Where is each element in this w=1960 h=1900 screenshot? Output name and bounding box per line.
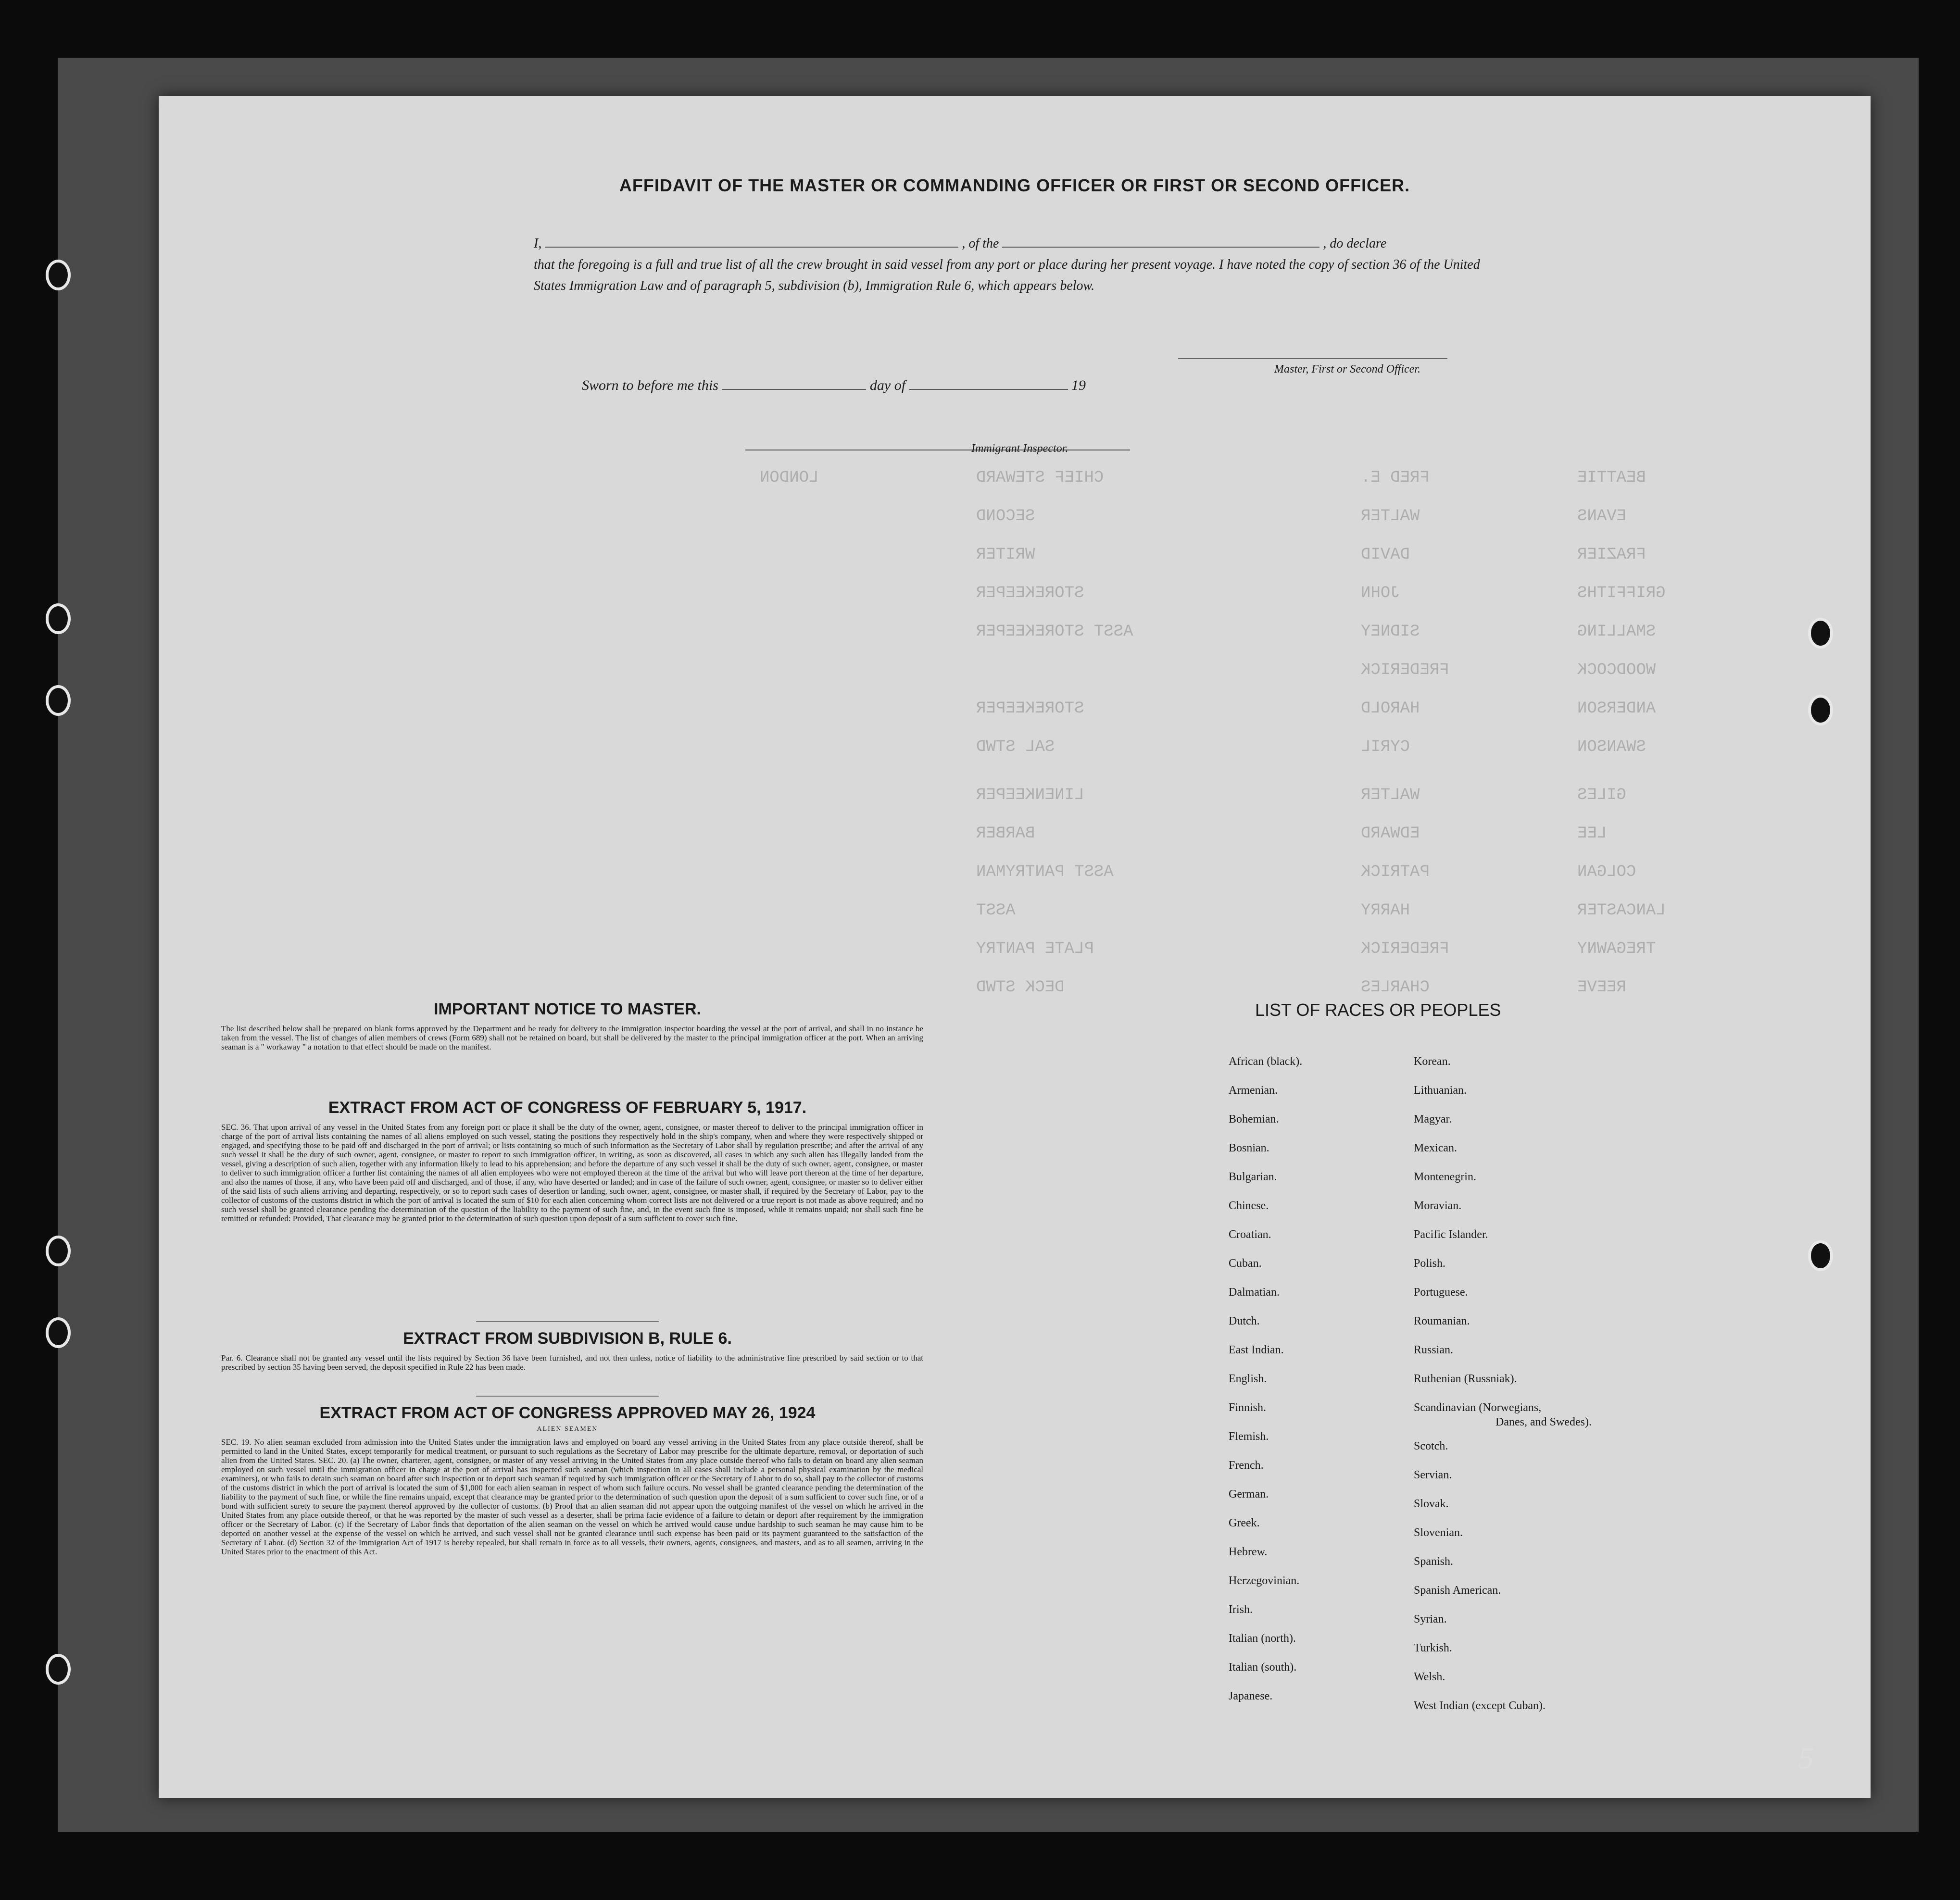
bleed-through-rating: CHIEF STEWARD [976,469,1104,487]
race-item: Lithuanian. [1414,1084,1467,1097]
race-item: Flemish. [1229,1430,1269,1443]
bleed-through-rating: ASST STOREKEEPER [976,623,1133,641]
extract-rule6-title: EXTRACT FROM SUBDIVISION B, RULE 6. [403,1329,732,1348]
race-item: Italian (south). [1229,1661,1297,1674]
race-item: Bohemian. [1229,1113,1279,1125]
race-item: Moravian. [1414,1200,1462,1212]
bleed-through-surname: TREGAWNY [1577,940,1656,958]
extract-1917-body: SEC. 36. That upon arrival of any vessel in the United States from any foreign port or place it shall be the duty of the owner, agent, consignee, or master thereof to deliver to the principal immigration officer in charge of the port of arrival lists containing the names of all aliens employed on such vessel, stating the positions they respectively hold in the ship's company, when and where they were respectively shipped or engaged, and specifying those to be paid off and discharged in the port of arrival; or lists containing so much of such information as the Secretary of Labor shall by regulation prescribe; and after the arrival of any such vessel it shall be the duty of such owner, agent, consignee, or master to report to such immigration officer, in writing, as soon as discovered, all cases in which any such alien has illegally landed from the vessel, giving a description of such alien, together with any information likely to lead to his apprehension; and before the departure of any such vessel it shall be the duty of such owner, agent, consignee, or master to deliver to such immigration officer a further list containing the names of all alien employees who were not employed thereon at the time of the arrival but who will leave port thereon at the time of her departure, and also the names of those, if any, who have been paid off and discharged, and of those, if any, who have deserted or landed; and in case of the failure of such owner, agent, consignee, or master so to deliver either of the said lists of such aliens arriving and departing, respectively, or so to report such cases of desertion or landing, such owner, agent, consignee, or master shall, if required by the Secretary of Labor, pay to the collector of customs of the customs district in which the port of arrival is located the sum of $10 for each alien concerning whom correct lists are not delivered or a true report is not made as above required; and no such vessel shall be granted clearance pending the determination of the question of the liability to the payment of such fine, and, in the event such fine is imposed, while it remains unpaid; nor shall such fine be remitted or refunded: Provided, That clearance may be granted prior to the determination of such question upon deposit of a sum sufficient to cover such fine. [221,1123,923,1223]
bleed-through-surname: WOODCOCK [1577,661,1656,679]
race-item: Servian. [1414,1469,1452,1481]
bleed-through-surname: SMALLING [1577,623,1656,641]
binder-hole [46,260,71,290]
bleed-through-surname: EVANS [1577,507,1627,525]
notice-title: IMPORTANT NOTICE TO MASTER. [434,1000,701,1018]
binder-hole [46,603,71,634]
declare-of-the-label: , of the [962,236,999,251]
declaration-body: that the foregoing is a full and true list of all the crew brought in said vessel from any port or place during her present voyage. I have noted the copy of section 36 of the United States Immigration Law and of paragraph 5, subdivision (b), Immigration Rule 6, which appears below. [534,257,1480,293]
bleed-through-rating: DECK STWD [976,978,1065,997]
bleed-through-surname: COLGAN [1577,863,1636,881]
bleed-through-surname: GRIFFITHS [1577,584,1666,602]
bleed-through-given: CHARLES [1361,978,1430,997]
bleed-through-rating: STOREKEEPER [976,584,1084,602]
declarant-name-field[interactable] [545,247,958,248]
bleed-through-surname: FRAZIER [1577,546,1646,564]
binder-hole [46,1236,71,1266]
race-item: Spanish. [1414,1555,1454,1568]
inspector-signature-label: Immigrant Inspector. [971,442,1068,455]
race-item: Portuguese. [1414,1286,1468,1299]
extract-1924-body: SEC. 19. No alien seaman excluded from admission into the United States under the immigration laws and employed on board any vessel arriving in the United States from any place outside thereof, shall be permitted to land in the United States, except temporarily for medical treatment, or pursuant to such regulations as the Secretary of Labor may prescribe for the ultimate departure, removal, or deportation of such alien from the United States. SEC. 20. (a) The owner, charterer, agent, consignee, or master of any vessel arriving in the United States from any place outside thereof who fails to detain on board any alien seaman employed on such vessel until the immigration officer in charge at the port of arrival has inspected such seaman (which inspection in all cases shall include a personal physical examination by the medical examiners), or who fails to detain such seaman on board after such inspection or to deport such seaman if required by such immigration officer or the Secretary of Labor to do so, shall pay to the collector of customs of the customs district in which the port of arrival is located the sum of $1,000 for each alien seaman in respect of whom such failure occurs. No vessel shall be granted clearance pending the determination of the liability to the payment of such fine, or while the fine remains unpaid, except that clearance may be granted prior to the determination of such question upon the deposit of a sum sufficient to cover such fine, or of a bond with sufficient surety to secure the payment thereof approved by the collector of customs. (b) Proof that an alien seaman did not appear upon the outgoing manifest of the vessel on which he arrived in the United States from any place outside thereof, or that he was reported by the master of such vessel as a deserter, shall be prima facie evidence of a failure to detain or deport after requirement by the immigration officer or the Secretary of Labor. (c) If the Secretary of Labor finds that deportation of the alien seaman on the vessel on which he arrived would cause undue hardship to such seaman he may cause him to be deported on another vessel at the expense of the vessel on which he arrived, and such vessel shall not be granted clearance until such expense has been paid or its payment guaranteed to the satisfaction of the Secretary of Labor. (d) Section 32 of the Immigration Act of 1917 is hereby repealed, but shall remain in force as to all vessels, their owners, agents, consignees, and masters, and as to all seamen, arriving in the United States prior to the enactment of this Act. [221,1438,923,1556]
race-item: Danes, and Swedes). [1495,1416,1592,1428]
race-item: East Indian. [1229,1344,1284,1356]
binder-hole [1808,618,1833,649]
race-item: West Indian (except Cuban). [1414,1700,1545,1712]
declare-i-label: I, [534,236,542,251]
binder-hole [1808,1240,1833,1271]
bleed-through-rating: SAL STWD [976,738,1055,756]
extract-1924-title: EXTRACT FROM ACT OF CONGRESS APPROVED MAY 26, 1924 [319,1404,816,1422]
bleed-through-given: FREDERICK [1361,940,1449,958]
race-item: Polish. [1414,1257,1446,1270]
race-item: German. [1229,1488,1269,1500]
race-item: Mexican. [1414,1142,1457,1154]
race-item: Scotch. [1414,1440,1448,1452]
bleed-through-given: FRED E. [1361,469,1430,487]
race-item: English. [1229,1373,1267,1385]
race-item: Bosnian. [1229,1142,1269,1154]
sworn-statement [582,377,1086,394]
affidavit-declaration [534,233,1495,297]
race-item: Scandinavian (Norwegians, [1414,1401,1542,1414]
bleed-through-rating: WRITER [976,546,1035,564]
race-item: Hebrew. [1229,1546,1268,1558]
declare-do-declare-label: , do declare [1323,236,1387,251]
page-number: 5 [1798,1741,1814,1775]
bleed-through-surname: SWANSON [1577,738,1646,756]
bleed-through-rating: SECOND [976,507,1035,525]
bleed-through-surname: ANDERSON [1577,700,1656,718]
bleed-through-given: WALTER [1361,786,1420,804]
bleed-through-given: HARRY [1361,901,1410,920]
bleed-through-given: EDWARD [1361,825,1420,843]
bleed-through-place: LONDON [760,469,819,487]
race-item: Irish. [1229,1603,1253,1616]
race-item: Turkish. [1414,1642,1452,1654]
section-divider [476,1321,659,1322]
bleed-through-given: HAROLD [1361,700,1420,718]
master-signature-label: Master, First or Second Officer. [1274,363,1420,375]
race-item: Dutch. [1229,1315,1260,1327]
race-item: Herzegovinian. [1229,1575,1300,1587]
master-signature-field[interactable] [1178,358,1447,359]
bleed-through-rating: LINENKEEPER [976,786,1084,804]
race-item: Italian (north). [1229,1632,1296,1645]
sworn-day-of-label: day of [869,377,906,393]
extract-1917-title: EXTRACT FROM ACT OF CONGRESS OF FEBRUARY 5, 1917. [328,1099,807,1117]
manifest-page [159,96,1871,1798]
race-item: Syrian. [1414,1613,1447,1625]
race-item: Bulgarian. [1229,1171,1277,1183]
bleed-through-given: FREDERICK [1361,661,1449,679]
extract-rule6-body: Par. 6. Clearance shall not be granted any vessel until the lists required by Section 36 have been furnished, and not then unless, notice of liability to the administrative fine prescribed by said section or to that prescribed by section 35 having been served, the deposit specified in Rule 22 has been made. [221,1353,923,1372]
bleed-through-given: DAVID [1361,546,1410,564]
vessel-name-field[interactable] [1002,247,1319,248]
bleed-through-surname: LANCASTER [1577,901,1666,920]
bleed-through-surname: GILES [1577,786,1627,804]
affidavit-title: AFFIDAVIT OF THE MASTER OR COMMANDING OFFICER OR FIRST OR SECOND OFFICER. [619,175,1410,195]
binder-hole [46,1317,71,1348]
declaration-first-line [534,233,1495,254]
race-item: Slovak. [1414,1498,1449,1510]
race-item: Chinese. [1229,1200,1269,1212]
binder-hole [46,685,71,716]
race-item: Roumanian. [1414,1315,1470,1327]
sworn-prefix: Sworn to before me this [582,377,718,393]
race-item: Ruthenian (Russniak). [1414,1373,1517,1385]
race-item: Slovenian. [1414,1526,1463,1539]
race-item: Greek. [1229,1517,1260,1529]
bleed-through-given: SIDNEY [1361,623,1420,641]
races-title: LIST OF RACES OR PEOPLES [1255,1000,1501,1020]
bleed-through-rating: ASST [976,901,1016,920]
sworn-month-field[interactable] [909,389,1068,390]
extract-1924-subtitle: ALIEN SEAMEN [537,1425,598,1433]
race-item: Pacific Islander. [1414,1228,1488,1241]
sworn-year-label: 19 [1071,377,1086,393]
bleed-through-surname: REEVE [1577,978,1627,997]
race-item: Armenian. [1229,1084,1278,1097]
race-item: Croatian. [1229,1228,1271,1241]
sworn-day-field[interactable] [722,389,866,390]
race-item: Magyar. [1414,1113,1452,1125]
binder-hole [46,1654,71,1685]
bleed-through-given: PATRICK [1361,863,1430,881]
race-item: Dalmatian. [1229,1286,1280,1299]
bleed-through-given: WALTER [1361,507,1420,525]
race-item: Japanese. [1229,1690,1273,1702]
race-item: Spanish American. [1414,1584,1501,1597]
bleed-through-given: CYRIL [1361,738,1410,756]
race-item: Russian. [1414,1344,1454,1356]
race-item: French. [1229,1459,1264,1472]
bleed-through-rating: STOREKEEPER [976,700,1084,718]
notice-body: The list described below shall be prepared on blank forms approved by the Department and be ready for delivery to the immigration inspector boarding the vessel at the port of arrival, and shall in no instance be taken from the vessel. The list of changes of alien members of crews (Form 689) shall not be retained on board, but shall be delivered by the master to the principal immigration officer at the port. When an arriving seaman is a " workaway " a notation to that effect should be made on the manifest. [221,1024,923,1051]
section-divider [476,1396,659,1397]
race-item: Finnish. [1229,1401,1267,1414]
race-item: Korean. [1414,1055,1451,1068]
bleed-through-surname: BEATTIE [1577,469,1646,487]
bleed-through-rating: BARBER [976,825,1035,843]
race-item: Cuban. [1229,1257,1262,1270]
bleed-through-rating: PLATE PANTRY [976,940,1094,958]
race-item: Welsh. [1414,1671,1445,1683]
binder-hole [1808,695,1833,725]
bleed-through-rating: ASST PANTRYMAN [976,863,1114,881]
bleed-through-surname: LEE [1577,825,1607,843]
bleed-through-given: JOHN [1361,584,1400,602]
race-item: African (black). [1229,1055,1303,1068]
race-item: Montenegrin. [1414,1171,1476,1183]
